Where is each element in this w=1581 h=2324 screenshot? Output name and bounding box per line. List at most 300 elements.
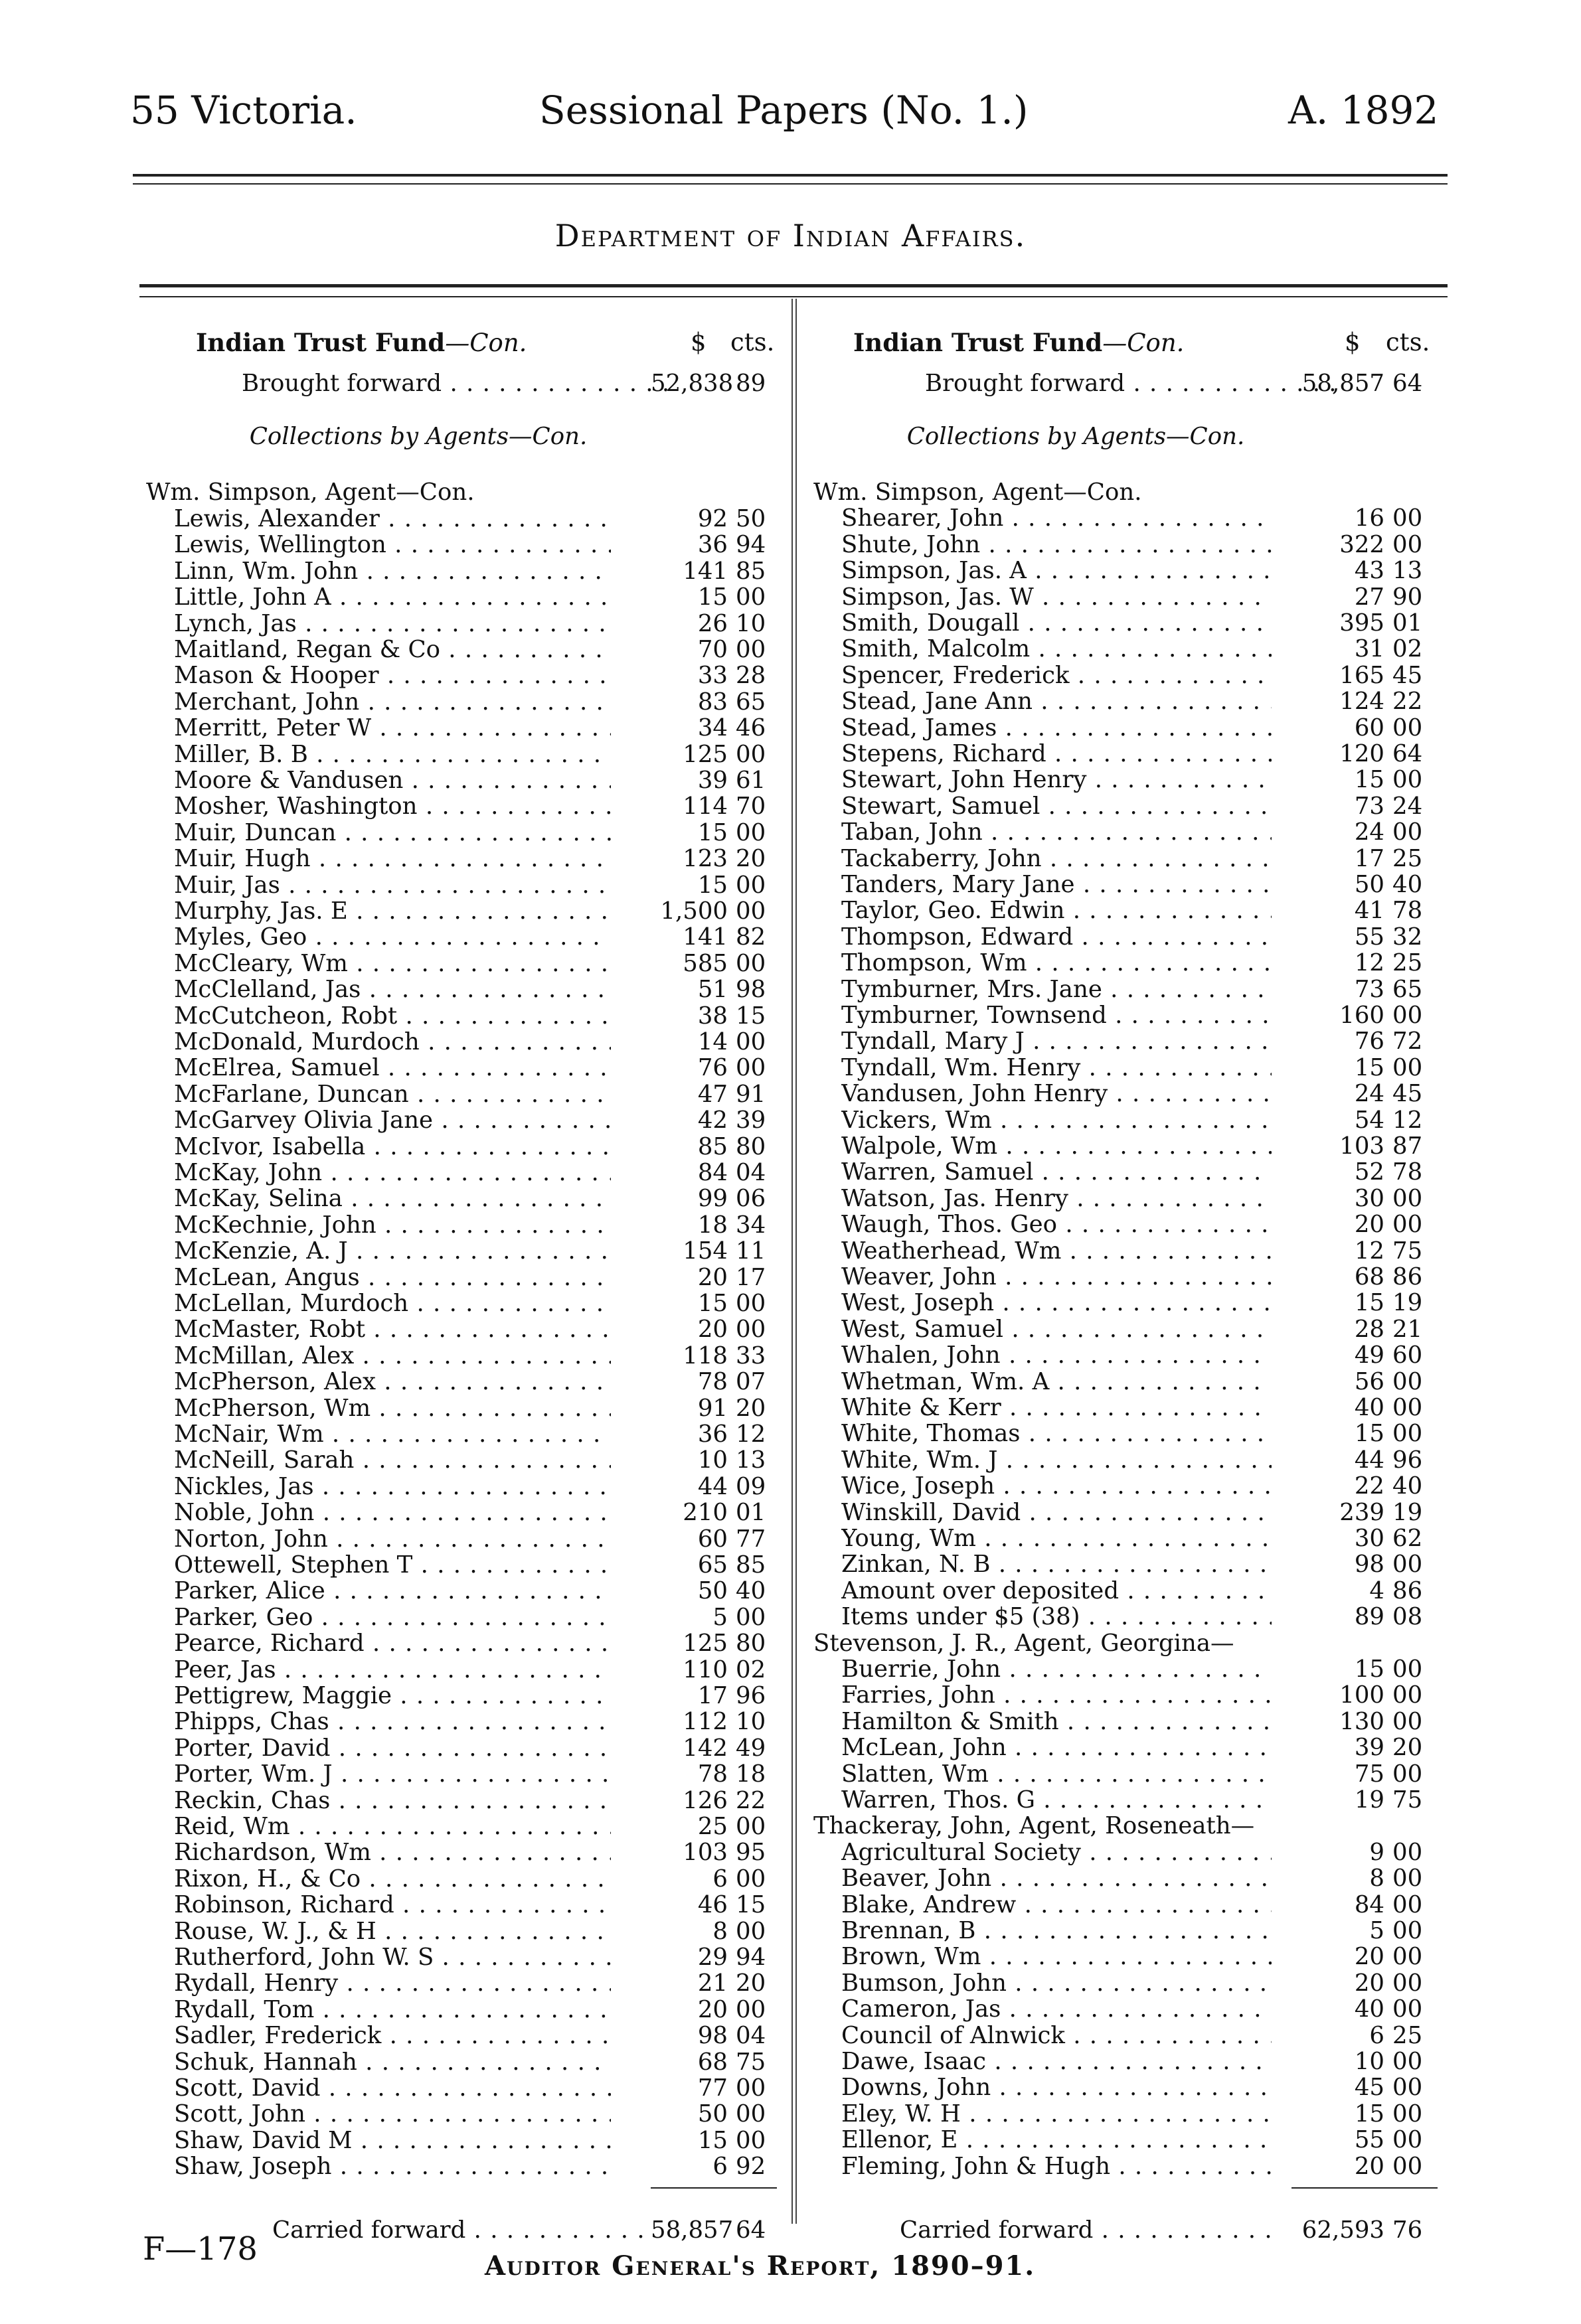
- left-entry-cents: 80: [736, 1630, 766, 1658]
- left-entry-row: [146, 2101, 784, 2128]
- right-total-rule: [1291, 2187, 1438, 2189]
- right-entry-dollars: 20: [1354, 2152, 1384, 2180]
- right-entry-cents: 00: [1392, 2126, 1423, 2154]
- right-entry-name: Wm. Simpson, Agent—Con.: [813, 479, 1142, 506]
- right-entry-dollars: 16: [1354, 504, 1384, 532]
- right-entry-dollars: 17: [1354, 844, 1384, 872]
- left-entry-dollars: 38: [697, 1002, 728, 1030]
- left-entry-name: McGarvey Olivia Jane . . .: [174, 1107, 611, 1134]
- left-entry-row: [146, 637, 784, 663]
- right-entry-row: [813, 1081, 1451, 1107]
- right-entry-cents: 00: [1392, 2048, 1423, 2075]
- left-entry-dollars: 98: [697, 2022, 728, 2050]
- right-brought-forward: [813, 370, 1451, 397]
- left-entry-name: Sadler, Frederick . . .: [174, 2023, 611, 2049]
- right-entry-dollars: 165: [1339, 661, 1384, 689]
- right-entry-name: Spencer, Frederick . . .: [841, 662, 1272, 689]
- left-brought-forward: [146, 370, 784, 397]
- right-entry-dollars: 15: [1354, 1053, 1384, 1081]
- left-entry-cents: 85: [736, 1551, 766, 1579]
- left-entry-name: Lynch, Jas . . .: [174, 611, 611, 637]
- header-center: Sessional Papers (No. 1.): [539, 88, 1029, 133]
- left-entry-dollars: 154: [683, 1237, 728, 1265]
- right-entry-dollars: 15: [1354, 1420, 1384, 1448]
- left-entry-cents: 04: [736, 1159, 766, 1186]
- right-entry-cents: 25: [1392, 949, 1423, 977]
- left-entry-dollars: 84: [697, 1159, 728, 1186]
- right-entry-name: Winskill, David . . .: [841, 1500, 1272, 1526]
- left-entry-name: Schuk, Hannah . . .: [174, 2049, 611, 2076]
- left-entry-cents: 13: [736, 1446, 766, 1474]
- left-entry-dollars: 15: [697, 1290, 728, 1317]
- right-entry-dollars: 75: [1354, 1760, 1384, 1788]
- right-entry-row: [813, 1447, 1451, 1474]
- left-entry-name: Shaw, David M . . .: [174, 2128, 611, 2154]
- left-entry-cents: 01: [736, 1499, 766, 1527]
- left-entry-row: [146, 846, 784, 872]
- left-entry-cents: 95: [736, 1839, 766, 1867]
- left-entry-cents: 46: [736, 714, 766, 742]
- left-entry-row: [146, 741, 784, 768]
- right-entry-dollars: 55: [1354, 923, 1384, 951]
- right-entry-name: Whalen, John . . .: [841, 1342, 1272, 1369]
- left-entry-row: [146, 1997, 784, 2023]
- left-entry-name: Muir, Hugh . . .: [174, 846, 611, 872]
- left-entry-dollars: 25: [697, 1813, 728, 1840]
- right-entry-cents: 62: [1392, 1525, 1423, 1552]
- left-entry-row: [146, 532, 784, 558]
- right-entry-name: Stead, Jane Ann . . .: [841, 688, 1272, 715]
- right-entry-row: [813, 1551, 1451, 1578]
- right-entry-row: [813, 2153, 1451, 2180]
- right-entry-dollars: 60: [1354, 714, 1384, 741]
- left-entry-dollars: 92: [697, 505, 728, 532]
- right-entry-name: Stevenson, J. R., Agent, Georgina—: [813, 1630, 1234, 1657]
- right-entry-cents: 00: [1392, 1551, 1423, 1579]
- left-entry-row: [146, 1107, 784, 1134]
- left-entry-name: Rydall, Henry . . .: [174, 1970, 611, 1997]
- right-entry-cents: 96: [1392, 1446, 1423, 1474]
- left-entry-dollars: 20: [697, 1263, 728, 1291]
- left-entry-cents: 94: [736, 531, 766, 559]
- right-entry-cents: 00: [1392, 2100, 1423, 2128]
- left-entry-dollars: 68: [697, 2048, 728, 2076]
- right-entry-name: Waugh, Thos. Geo . . .: [841, 1211, 1272, 1238]
- right-entry-name: Zinkan, N. B . . .: [841, 1551, 1272, 1578]
- left-entry-dollars: 118: [683, 1342, 728, 1369]
- right-entry-cents: 40: [1392, 871, 1423, 898]
- right-entry-cents: 00: [1392, 2152, 1423, 2180]
- right-entry-row: [813, 1604, 1451, 1630]
- right-entry-dollars: 4: [1369, 1577, 1384, 1604]
- right-entry-cents: 13: [1392, 557, 1423, 585]
- right-entry-cents: 00: [1392, 1394, 1423, 1421]
- right-entry-row: [813, 1342, 1451, 1369]
- right-entry-row: [813, 1028, 1451, 1055]
- right-entry-name: Wice, Joseph . . .: [841, 1473, 1272, 1500]
- left-entry-dollars: 114: [683, 793, 728, 820]
- column-divider-2: [795, 299, 797, 2224]
- right-entry-cents: 00: [1392, 714, 1423, 741]
- left-entry-cents: 10: [736, 1708, 766, 1736]
- left-heading: [196, 328, 527, 357]
- left-entry-dollars: 44: [697, 1472, 728, 1500]
- left-entry-name: Reid, Wm . . .: [174, 1814, 611, 1840]
- footer-page-ref: F—178: [143, 2230, 258, 2268]
- left-agent-label: [146, 479, 784, 506]
- right-entry-row: [813, 819, 1451, 846]
- left-entry-dollars: 6: [712, 1865, 728, 1893]
- right-entry-cents: 60: [1392, 1342, 1423, 1369]
- left-agent-label-text: Wm. Simpson, Agent—Con.: [146, 479, 475, 506]
- left-entry-row: [146, 951, 784, 977]
- left-entry-row: [146, 1212, 784, 1239]
- left-entry-name: Moore & Vandusen . . .: [174, 767, 611, 794]
- left-entry-cents: 33: [736, 1342, 766, 1369]
- left-entry-name: Miller, B. B . . .: [174, 741, 611, 768]
- right-entry-row: [813, 767, 1451, 793]
- right-entry-name: West, Joseph . . .: [841, 1290, 1272, 1316]
- right-entry-cents: 00: [1392, 1838, 1423, 1866]
- left-entry-name: Merchant, John . . .: [174, 689, 611, 716]
- right-entry-cents: 00: [1392, 1420, 1423, 1448]
- left-brought-forward-cents: 89: [736, 370, 766, 397]
- right-entry-dollars: 56: [1354, 1367, 1384, 1395]
- left-entry-row: [146, 1657, 784, 1683]
- left-entry-cents: 02: [736, 1656, 766, 1683]
- left-entry-row: [146, 872, 784, 899]
- right-entry-dollars: 12: [1354, 949, 1384, 977]
- left-entry-dollars: 15: [697, 583, 728, 611]
- right-entry-cents: 00: [1392, 530, 1423, 558]
- left-entry-cents: 04: [736, 2022, 766, 2050]
- left-entry-dollars: 112: [683, 1708, 728, 1736]
- right-entry-row: [813, 610, 1451, 637]
- left-entry-row: [146, 793, 784, 820]
- right-entry-row: [813, 715, 1451, 741]
- left-entry-name: McClelland, Jas . . .: [174, 976, 611, 1003]
- right-entry-cents: 64: [1392, 740, 1423, 767]
- right-entry-name: White, Thomas . . .: [841, 1421, 1272, 1447]
- left-entry-name: Muir, Jas . . .: [174, 872, 611, 899]
- right-entry-dollars: 30: [1354, 1525, 1384, 1552]
- right-entry-row: [813, 872, 1451, 898]
- right-entry-cents: 00: [1392, 1891, 1423, 1918]
- left-entry-cents: 00: [736, 740, 766, 768]
- left-entry-dollars: 123: [683, 845, 728, 873]
- right-heading-text: Indian Trust Fund: [853, 328, 1103, 357]
- left-entry-name: McLean, Angus . . .: [174, 1265, 611, 1291]
- right-entry-dollars: 6: [1369, 2021, 1384, 2049]
- left-entry-name: Rixon, H., & Co . . .: [174, 1866, 611, 1893]
- left-entry-row: [146, 1500, 784, 1526]
- right-entry-cents: 00: [1392, 1969, 1423, 1997]
- left-entry-name: McKay, John . . .: [174, 1160, 611, 1186]
- right-entry-dollars: 44: [1354, 1446, 1384, 1474]
- left-entry-dollars: 10: [697, 1446, 728, 1474]
- right-entry-row: [813, 950, 1451, 976]
- left-entry-cents: 61: [736, 767, 766, 794]
- left-entry-row: [146, 1265, 784, 1291]
- table-rule-thin: [139, 296, 1448, 297]
- left-entry-name: McNeill, Sarah . . .: [174, 1447, 611, 1474]
- right-entry-name: Taban, John . . .: [841, 819, 1272, 846]
- left-entry-name: McMillan, Alex . . .: [174, 1343, 611, 1369]
- right-entry-name: West, Samuel . . .: [841, 1316, 1272, 1343]
- right-entry-cents: 25: [1392, 844, 1423, 872]
- right-entry-name: Stepens, Richard . . .: [841, 741, 1272, 767]
- left-entry-row: [146, 820, 784, 846]
- right-entry-dollars: 28: [1354, 1315, 1384, 1343]
- left-entry-cents: 00: [736, 1316, 766, 1344]
- right-entry-row: [813, 1525, 1451, 1552]
- right-entry-name: Weaver, John . . .: [841, 1264, 1272, 1290]
- right-entry-cents: 24: [1392, 792, 1423, 820]
- left-entry-dollars: 141: [683, 557, 728, 585]
- left-entry-dollars: 20: [697, 1316, 728, 1344]
- left-entry-cents: 00: [736, 871, 766, 899]
- left-entry-cents: 15: [736, 1002, 766, 1030]
- right-entry-name: Tyndall, Wm. Henry . . .: [841, 1055, 1272, 1081]
- right-entry-name: White, Wm. J . . .: [841, 1447, 1272, 1474]
- left-entry-dollars: 34: [697, 714, 728, 742]
- left-entry-dollars: 585: [683, 949, 728, 977]
- left-entry-dollars: 76: [697, 1054, 728, 1082]
- left-entry-row: [146, 767, 784, 794]
- left-entry-dollars: 15: [697, 2126, 728, 2154]
- left-entry-cents: 00: [736, 1603, 766, 1631]
- right-entry-dollars: 8: [1369, 1865, 1384, 1893]
- right-entry-cents: 32: [1392, 923, 1423, 951]
- right-entry-row: [813, 846, 1451, 872]
- right-section-label: [813, 424, 1451, 450]
- left-entry-name: Norton, John . . .: [174, 1526, 611, 1553]
- left-entry-row: [146, 1134, 784, 1160]
- left-carried-forward-dollars: 58,857: [651, 2216, 734, 2244]
- left-entry-row: [146, 1839, 784, 1866]
- right-entry-row: [813, 1761, 1451, 1788]
- left-entry-name: McPherson, Wm . . .: [174, 1395, 611, 1422]
- right-entry-dollars: 12: [1354, 1237, 1384, 1265]
- left-entry-cents: 50: [736, 505, 766, 532]
- left-entry-name: McElrea, Samuel . . .: [174, 1055, 611, 1081]
- left-entry-dollars: 1,500: [660, 897, 728, 925]
- right-entry-cents: 19: [1392, 1289, 1423, 1317]
- right-entry-name: Weatherhead, Wm . . .: [841, 1238, 1272, 1265]
- right-entry-row: [813, 741, 1451, 767]
- right-cents-label: cts.: [1386, 328, 1430, 356]
- left-entry-cents: 34: [736, 1211, 766, 1239]
- right-entry-cents: 40: [1392, 1472, 1423, 1500]
- left-entry-dollars: 17: [697, 1682, 728, 1709]
- left-entry-row: [146, 584, 784, 611]
- left-entry-name: McCleary, Wm . . .: [174, 951, 611, 977]
- right-entry-row: [813, 1316, 1451, 1343]
- header-rule-top: [133, 174, 1448, 177]
- left-entry-name: Porter, Wm. J . . .: [174, 1761, 611, 1788]
- right-entry-name: Downs, John . . .: [841, 2074, 1272, 2101]
- right-section-label-text: Collections by Agents—Con.: [906, 424, 1245, 450]
- right-entry-cents: 75: [1392, 1786, 1423, 1814]
- right-entry-cents: 19: [1392, 1498, 1423, 1526]
- right-carried-forward-cents: 76: [1392, 2216, 1423, 2244]
- left-entry-dollars: 103: [683, 1839, 728, 1867]
- right-entry-cents: 65: [1392, 975, 1423, 1003]
- left-entry-name: Linn, Wm. John . . .: [174, 558, 611, 585]
- right-entry-dollars: 20: [1354, 1211, 1384, 1239]
- left-entry-name: McKay, Selina . . .: [174, 1186, 611, 1212]
- left-entry-name: Mosher, Washington . . .: [174, 793, 611, 820]
- right-brought-forward-label: Brought forward . . .: [925, 370, 1337, 397]
- right-entry-row: [813, 2127, 1451, 2153]
- left-entry-name: McKechnie, John . . .: [174, 1212, 611, 1239]
- left-entry-cents: 75: [736, 2048, 766, 2076]
- right-entry-row: [813, 1892, 1451, 1918]
- left-entry-cents: 28: [736, 662, 766, 690]
- right-entry-name: Young, Wm . . .: [841, 1525, 1272, 1552]
- left-entry-row: [146, 1369, 784, 1395]
- left-entry-row: [146, 1474, 784, 1500]
- right-entry-cents: 00: [1392, 1865, 1423, 1893]
- left-entry-row: [146, 1761, 784, 1788]
- left-heading-suffix: —Con.: [445, 329, 527, 357]
- left-entry-dollars: 8: [712, 1917, 728, 1945]
- left-entry-cents: 00: [736, 1917, 766, 1945]
- left-entry-dollars: 78: [697, 1368, 728, 1396]
- right-entry-dollars: 124: [1339, 688, 1384, 716]
- left-entry-name: Porter, David . . .: [174, 1735, 611, 1762]
- right-entry-dollars: 322: [1339, 530, 1384, 558]
- left-entry-name: Muir, Duncan . . .: [174, 820, 611, 846]
- right-entry-dollars: 43: [1354, 557, 1384, 585]
- right-entry-name: Items under $5 (38) . . .: [841, 1604, 1272, 1630]
- left-entry-dollars: 33: [697, 662, 728, 690]
- right-entry-row: [813, 1055, 1451, 1081]
- left-entry-dollars: 91: [697, 1394, 728, 1422]
- right-entry-name: Watson, Jas. Henry . . .: [841, 1186, 1272, 1212]
- right-entry-name: McLean, John . . .: [841, 1735, 1272, 1761]
- right-entry-name: Tackaberry, John . . .: [841, 846, 1272, 872]
- right-entry-name: Shearer, John . . .: [841, 505, 1272, 532]
- right-carried-forward-dollars: 62,593: [1301, 2216, 1384, 2244]
- left-section-label: [146, 424, 784, 450]
- right-entry-name: Stead, James . . .: [841, 715, 1272, 741]
- right-entry-dollars: 15: [1354, 1656, 1384, 1683]
- right-entry-dollars: 24: [1354, 1080, 1384, 1108]
- right-entry-name: Stewart, John Henry . . .: [841, 767, 1272, 793]
- right-entry-name: Warren, Thos. G . . .: [841, 1787, 1272, 1814]
- right-entry-name: Eley, W. H . . .: [841, 2101, 1272, 2128]
- left-dollar-label: $: [691, 328, 707, 356]
- right-entry-row: [813, 1186, 1451, 1212]
- right-entry-dollars: 40: [1354, 1995, 1384, 2023]
- right-entry-name: Hamilton & Smith . . .: [841, 1709, 1272, 1735]
- left-entry-cents: 80: [736, 1132, 766, 1160]
- right-entry-cents: 00: [1392, 1917, 1423, 1944]
- left-entry-row: [146, 1630, 784, 1657]
- left-entry-dollars: 15: [697, 818, 728, 846]
- left-entry-cents: 98: [736, 976, 766, 1004]
- left-entry-cents: 65: [736, 688, 766, 716]
- right-entry-row: [813, 1813, 1451, 1839]
- left-entry-dollars: 70: [697, 636, 728, 663]
- right-entry-dollars: 31: [1354, 635, 1384, 663]
- right-entry-dollars: 160: [1339, 1002, 1384, 1029]
- left-entry-dollars: 110: [683, 1656, 728, 1683]
- left-carried-forward-label: Carried forward . . .: [272, 2217, 644, 2244]
- right-entry-dollars: 10: [1354, 2048, 1384, 2075]
- right-column: [813, 319, 1451, 2244]
- right-entry-dollars: 89: [1354, 1603, 1384, 1631]
- left-entry-name: Reckin, Chas . . .: [174, 1788, 611, 1814]
- left-entry-dollars: 21: [697, 1970, 728, 1997]
- right-entry-row: [813, 1369, 1451, 1395]
- right-entry-row: [813, 636, 1451, 662]
- right-entry-cents: 86: [1392, 1263, 1423, 1290]
- right-entry-row: [813, 1211, 1451, 1238]
- right-entry-name: Fleming, John & Hugh . . .: [841, 2153, 1272, 2180]
- right-entry-name: Cameron, Jas . . .: [841, 1996, 1272, 2023]
- right-entry-name: Thompson, Edward . . .: [841, 924, 1272, 951]
- right-entry-dollars: 73: [1354, 792, 1384, 820]
- right-entry-cents: 00: [1392, 1002, 1423, 1029]
- left-entry-cents: 00: [736, 2100, 766, 2128]
- right-entry-dollars: 50: [1354, 871, 1384, 898]
- left-entry-cents: 00: [736, 1813, 766, 1840]
- left-entry-dollars: 142: [683, 1734, 728, 1762]
- right-entry-name: Shute, John . . .: [841, 532, 1272, 558]
- left-entry-dollars: 6: [712, 2153, 728, 2181]
- left-entry-row: [146, 2023, 784, 2049]
- left-entry-name: Richardson, Wm . . .: [174, 1839, 611, 1866]
- left-entry-name: Robinson, Richard . . .: [174, 1892, 611, 1918]
- right-entry-dollars: 15: [1354, 2100, 1384, 2128]
- left-entry-row: [146, 1003, 784, 1030]
- left-entry-row: [146, 1081, 784, 1108]
- right-entry-row: [813, 662, 1451, 689]
- left-entry-cents: 18: [736, 1760, 766, 1788]
- right-entry-row: [813, 793, 1451, 820]
- left-entry-name: Pettigrew, Maggie . . .: [174, 1683, 611, 1709]
- right-entry-row: [813, 1944, 1451, 1970]
- right-entry-row: [813, 1682, 1451, 1709]
- left-entry-dollars: 39: [697, 767, 728, 794]
- left-entry-row: [146, 898, 784, 925]
- left-entry-row: [146, 1866, 784, 1893]
- left-entry-name: Rydall, Tom . . .: [174, 1997, 611, 2023]
- right-entry-name: Vandusen, John Henry . . .: [841, 1081, 1272, 1107]
- left-entry-name: McFarlane, Duncan . . .: [174, 1081, 611, 1108]
- left-entry-dollars: 50: [697, 2100, 728, 2128]
- right-entry-cents: 02: [1392, 635, 1423, 663]
- left-entry-row: [146, 1709, 784, 1735]
- left-entry-cents: 92: [736, 2153, 766, 2181]
- right-entry-row: [813, 1421, 1451, 1447]
- right-entry-cents: 78: [1392, 1158, 1423, 1186]
- left-entry-row: [146, 2075, 784, 2102]
- right-entry-cents: 87: [1392, 1132, 1423, 1160]
- left-entry-row: [146, 689, 784, 716]
- right-entry-row: [813, 1264, 1451, 1290]
- left-entry-row: [146, 924, 784, 951]
- left-entry-row: [146, 1578, 784, 1604]
- left-entry-dollars: 20: [697, 1995, 728, 2023]
- left-cents-label: cts.: [730, 328, 775, 356]
- left-entry-name: Lewis, Wellington . . .: [174, 532, 611, 558]
- right-entry-row: [813, 505, 1451, 532]
- right-entry-cents: 00: [1392, 504, 1423, 532]
- right-entry-dollars: 5: [1369, 1917, 1384, 1944]
